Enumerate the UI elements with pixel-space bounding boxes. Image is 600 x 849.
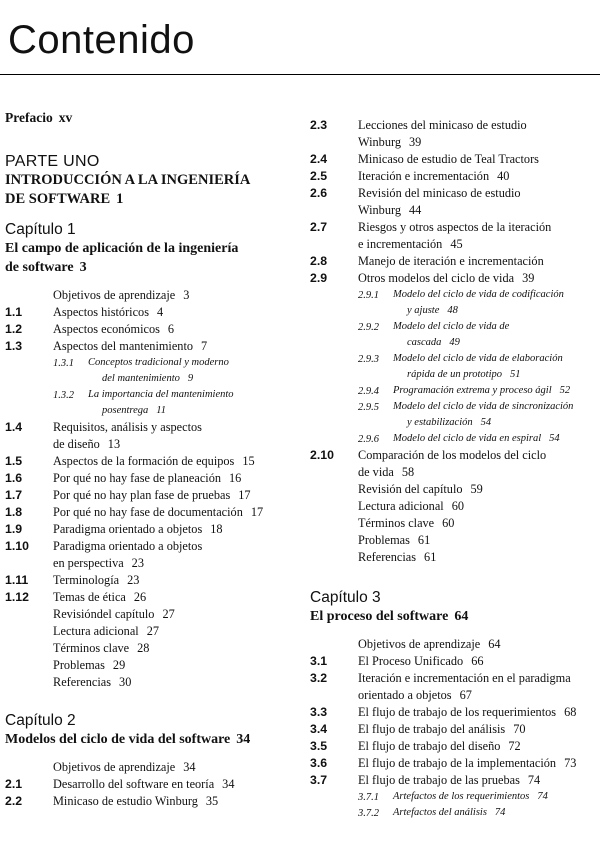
- toc-section-entry[interactable]: [5, 776, 295, 793]
- toc-section-entry[interactable]: [5, 453, 295, 470]
- section-title-line: Modelo del ciclo de vida de codificación: [393, 289, 564, 300]
- toc-subsection-entry[interactable]: [310, 789, 600, 805]
- section-page: 27: [146, 624, 159, 638]
- toc-section-entry[interactable]: [5, 304, 295, 321]
- section-title-line: La importancia del mantenimiento: [88, 389, 234, 400]
- toc-section-entry[interactable]: [310, 515, 600, 532]
- section-number: 3.7.1: [358, 792, 379, 803]
- toc-section-entry[interactable]: [310, 498, 600, 515]
- section-title-line: de diseño: [53, 437, 100, 451]
- section-title-line: El flujo de trabajo del análisis: [358, 722, 506, 736]
- section-number: 2.4: [310, 152, 328, 166]
- preface-label: Prefacio: [5, 110, 53, 125]
- section-title-line: El flujo de trabajo de la implementación: [358, 756, 557, 770]
- section-number: 3.7: [310, 773, 328, 787]
- section-title-line: Revisión del capítulo: [358, 482, 463, 496]
- chapter-1-title[interactable]: [5, 239, 295, 277]
- section-title-line: del mantenimiento: [102, 373, 180, 384]
- toc-section-entry[interactable]: [5, 589, 295, 606]
- section-page: 23: [127, 573, 140, 587]
- section-number: 1.7: [5, 488, 23, 502]
- section-page: 61: [424, 550, 437, 564]
- section-title-line: Comparación de los modelos del ciclo: [358, 448, 547, 462]
- section-number: 2.9.5: [358, 402, 379, 413]
- toc-section-entry[interactable]: [310, 117, 600, 151]
- section-number: 3.5: [310, 739, 328, 753]
- section-number: 2.9.4: [358, 386, 379, 397]
- toc-section-entry[interactable]: [310, 772, 600, 789]
- objectives-page: 34: [183, 760, 196, 774]
- section-number: 3.1: [310, 654, 328, 668]
- toc-section-entry[interactable]: [5, 640, 295, 657]
- section-title-line: El flujo de trabajo de las pruebas: [358, 773, 520, 787]
- section-page: 48: [447, 305, 458, 316]
- section-page: 30: [119, 675, 132, 689]
- chapter-1-sections: [5, 304, 295, 691]
- section-title-line: Lecciones del minicaso de estudio: [358, 118, 527, 132]
- section-number: 2.6: [310, 186, 328, 200]
- section-title-line: Artefactos de los requerimientos: [393, 791, 530, 802]
- objectives-text: Objetivos de aprendizaje: [53, 288, 176, 302]
- section-number: 1.4: [5, 420, 23, 434]
- section-number: 2.5: [310, 169, 328, 183]
- section-title-line: Iteración e incrementación: [358, 169, 490, 183]
- section-title-line: Manejo de iteración e incrementación: [358, 254, 544, 268]
- section-title-line: Aspectos económicos: [53, 322, 160, 336]
- toc-section-entry[interactable]: [5, 793, 295, 810]
- section-page: 13: [107, 437, 121, 451]
- toc-section-entry[interactable]: [310, 253, 600, 270]
- section-page: 28: [137, 641, 150, 655]
- section-title-line: Revisión del minicaso de estudio: [358, 186, 521, 200]
- section-title-line: Por qué no hay fase de planeación: [53, 471, 221, 485]
- section-title-line: Referencias: [358, 550, 417, 564]
- section-number: 1.8: [5, 505, 23, 519]
- section-page: 60: [442, 516, 455, 530]
- chapter-page: 3: [79, 260, 87, 275]
- section-page: 23: [131, 556, 144, 570]
- section-number: 3.3: [310, 705, 328, 719]
- section-page: 35: [205, 794, 219, 808]
- section-number: 1.10: [5, 539, 29, 553]
- section-title-line: Minicaso de estudio de Teal Tractors: [358, 152, 539, 166]
- section-number: 3.6: [310, 756, 328, 770]
- section-page: 6: [167, 322, 175, 336]
- section-page: 18: [210, 522, 223, 536]
- toc-section-entry[interactable]: [310, 185, 600, 219]
- section-page: 34: [222, 777, 235, 791]
- section-page: 54: [549, 433, 560, 444]
- section-title-line: Modelo del ciclo de vida de elaboración: [393, 353, 563, 364]
- section-number: 1.3: [5, 339, 23, 353]
- section-number: 2.8: [310, 254, 328, 268]
- section-number: 2.9.6: [358, 434, 379, 445]
- chapter-page: 64: [454, 609, 469, 624]
- chapter-title-line: El campo de aplicación de la ingeniería: [5, 241, 239, 256]
- objectives-entry[interactable]: [5, 287, 295, 304]
- section-title-line: El flujo de trabajo del diseño: [358, 739, 501, 753]
- toc-section-entry[interactable]: [5, 487, 295, 504]
- section-number: 1.11: [5, 573, 29, 587]
- section-page: 51: [510, 369, 521, 380]
- section-page: 59: [470, 482, 483, 496]
- section-title-line: Iteración e incrementación en el paradigma: [358, 671, 571, 685]
- toc-section-entry[interactable]: [310, 151, 600, 168]
- section-number: 1.12: [5, 590, 29, 604]
- section-title-line: Modelo del ciclo de vida de sincronización: [393, 401, 574, 412]
- section-page: 58: [401, 465, 415, 479]
- toc-subsection-entry[interactable]: [310, 319, 600, 351]
- section-title-line: Términos clave: [358, 516, 435, 530]
- section-title-line: Riesgos y otros aspectos de la iteración: [358, 220, 552, 234]
- section-page: 44: [409, 203, 422, 217]
- toc-subsection-entry[interactable]: [310, 805, 600, 821]
- section-page: 74: [527, 773, 541, 787]
- section-page: 52: [559, 385, 571, 396]
- section-title-line: Requisitos, análisis y aspectos: [53, 420, 202, 434]
- section-title-line: Lectura adicional: [53, 624, 139, 638]
- toc-section-entry[interactable]: [5, 521, 295, 538]
- toc-section-entry[interactable]: [310, 481, 600, 498]
- section-title-line: Winburg: [358, 203, 401, 217]
- toc-subsection-entry[interactable]: [5, 355, 295, 387]
- section-title-line: orientado a objetos: [358, 688, 452, 702]
- toc-subsection-entry[interactable]: [310, 431, 600, 447]
- section-page: 45: [450, 237, 463, 251]
- section-title-line: Conceptos tradicional y moderno: [88, 357, 229, 368]
- section-number: 1.6: [5, 471, 23, 485]
- toc-section-entry[interactable]: [5, 657, 295, 674]
- section-title-line: Otros modelos del ciclo de vida: [358, 271, 515, 285]
- toc-subsection-entry[interactable]: [310, 383, 600, 399]
- section-title-line: de vida: [358, 465, 394, 479]
- section-title-line: Modelo del ciclo de vida en espiral: [393, 433, 542, 444]
- section-title-line: e incrementación: [358, 237, 443, 251]
- toc-section-entry[interactable]: [310, 670, 600, 704]
- toc-subsection-entry[interactable]: [310, 351, 600, 383]
- toc-section-entry[interactable]: [5, 504, 295, 521]
- section-page: 27: [162, 607, 175, 621]
- section-page: 72: [508, 739, 521, 753]
- section-page: 66: [471, 654, 484, 668]
- toc-column-left: [5, 108, 295, 810]
- toc-section-entry[interactable]: [310, 653, 600, 670]
- section-page: 17: [238, 488, 251, 502]
- section-page: 68: [564, 705, 577, 719]
- section-title-line: Minicaso de estudio Winburg: [53, 794, 198, 808]
- toc-section-entry[interactable]: [310, 168, 600, 185]
- part-title-line: DE SOFTWARE: [5, 191, 111, 207]
- section-title-line: Por qué no hay plan fase de pruebas: [53, 488, 231, 502]
- toc-section-entry[interactable]: [310, 704, 600, 721]
- section-page: 29: [112, 658, 126, 672]
- part-label: PARTE UNO: [5, 153, 100, 170]
- section-page: 60: [451, 499, 464, 513]
- chapter-2-label: Capítulo 2: [5, 712, 76, 729]
- toc-section-entry[interactable]: [5, 338, 295, 355]
- section-title-line: Lectura adicional: [358, 499, 444, 513]
- part-page: 1: [116, 191, 124, 207]
- section-page: 26: [133, 590, 147, 604]
- toc-section-entry[interactable]: [5, 470, 295, 487]
- section-title-line: rápida de un prototipo: [407, 369, 502, 380]
- section-number: 1.3.2: [53, 390, 74, 401]
- section-number: 3.7.2: [358, 808, 379, 819]
- section-title-line: Aspectos de la formación de equipos: [53, 454, 235, 468]
- section-title-line: Paradigma orientado a objetos: [53, 522, 203, 536]
- preface-entry[interactable]: [5, 108, 295, 128]
- chapter-title-line: de software: [5, 260, 74, 275]
- section-page: 15: [242, 454, 255, 468]
- section-page: 39: [522, 271, 535, 285]
- section-number: 2.2: [5, 794, 23, 808]
- section-number: 2.1: [5, 777, 23, 791]
- section-title-line: El Proceso Unificado: [358, 654, 464, 668]
- chapter-title-line: Modelos del ciclo de vida del software: [5, 732, 231, 747]
- section-number: 1.5: [5, 454, 23, 468]
- toc-section-entry[interactable]: [310, 270, 600, 287]
- section-page: 54: [480, 417, 492, 428]
- section-title-line: Paradigma orientado a objetos: [53, 539, 203, 553]
- preface-page: xv: [58, 110, 73, 125]
- section-page: 11: [156, 405, 167, 416]
- chapter-3-label: Capítulo 3: [310, 589, 381, 606]
- section-title-line: posentrega: [102, 405, 149, 416]
- title-rule: [0, 74, 600, 75]
- toc-section-entry[interactable]: [5, 606, 295, 623]
- section-title-line: en perspectiva: [53, 556, 124, 570]
- section-page: 7: [201, 339, 208, 353]
- chapter-3-sections: [310, 653, 600, 821]
- section-page: 17: [250, 505, 264, 519]
- chapter-1-label: Capítulo 1: [5, 221, 76, 238]
- page-title: Contenido: [8, 18, 195, 62]
- section-number: 2.9: [310, 271, 328, 285]
- toc-section-entry[interactable]: [5, 538, 295, 572]
- objectives-page: 3: [183, 288, 190, 302]
- objectives-text: Objetivos de aprendizaje: [53, 760, 176, 774]
- section-number: 2.9.1: [358, 290, 379, 301]
- toc-section-entry[interactable]: [5, 674, 295, 691]
- section-number: 2.9.2: [358, 322, 379, 333]
- objectives-text: Objetivos de aprendizaje: [358, 637, 481, 651]
- chapter-title-line: El proceso del software: [310, 609, 449, 624]
- section-number: 2.9.3: [358, 354, 379, 365]
- chapter-page: 34: [236, 732, 251, 747]
- toc-section-entry[interactable]: [5, 572, 295, 589]
- section-title-line: Términos clave: [53, 641, 130, 655]
- section-page: 70: [513, 722, 526, 736]
- section-title-line: El flujo de trabajo de los requerimientos: [358, 705, 557, 719]
- section-title-line: y estabilización: [407, 417, 473, 428]
- section-title-line: Revisióndel capítulo: [53, 607, 155, 621]
- section-page: 67: [459, 688, 472, 702]
- section-title-line: Aspectos del mantenimiento: [53, 339, 194, 353]
- toc-section-entry[interactable]: [5, 623, 295, 640]
- objectives-entry[interactable]: [5, 759, 295, 776]
- section-title-line: Por qué no hay fase de documentación: [53, 505, 243, 519]
- section-title-line: Aspectos históricos: [53, 305, 149, 319]
- toc-section-entry[interactable]: [310, 738, 600, 755]
- section-page: 73: [564, 756, 577, 770]
- section-number: 2.10: [310, 448, 334, 462]
- section-title-line: Referencias: [53, 675, 112, 689]
- section-number: 3.4: [310, 722, 328, 736]
- section-page: 74: [494, 807, 506, 818]
- section-title-line: Programación extrema y proceso ágil: [393, 385, 552, 396]
- toc-section-entry[interactable]: [310, 721, 600, 738]
- section-number: 1.1: [5, 305, 23, 319]
- toc-section-entry[interactable]: [310, 755, 600, 772]
- toc-section-entry[interactable]: [5, 419, 295, 453]
- section-title-line: cascada: [407, 337, 442, 348]
- section-number: 3.2: [310, 671, 328, 685]
- section-title-line: Terminología: [53, 573, 120, 587]
- toc-section-entry[interactable]: [310, 532, 600, 549]
- chapter-2-continued-sections: [310, 117, 600, 566]
- section-title-line: Winburg: [358, 135, 401, 149]
- section-page: 16: [229, 471, 242, 485]
- section-title-line: Artefactos del análisis: [393, 807, 487, 818]
- section-number: 2.7: [310, 220, 328, 234]
- toc-subsection-entry[interactable]: [310, 399, 600, 431]
- toc-subsection-entry[interactable]: [310, 287, 600, 319]
- toc-section-entry[interactable]: [310, 447, 600, 481]
- toc-column-right: [310, 117, 600, 821]
- toc-section-entry[interactable]: [5, 321, 295, 338]
- section-page: 74: [537, 791, 548, 802]
- section-page: 9: [187, 373, 194, 384]
- section-title-line: Modelo del ciclo de vida de: [393, 321, 510, 332]
- section-title-line: Desarrollo del software en teoría: [53, 777, 215, 791]
- toc-section-entry[interactable]: [310, 549, 600, 566]
- section-number: 1.9: [5, 522, 23, 536]
- section-number: 1.3.1: [53, 358, 74, 369]
- toc-subsection-entry[interactable]: [5, 387, 295, 419]
- section-number: 2.3: [310, 118, 328, 132]
- objectives-page: 64: [488, 637, 501, 651]
- section-number: 1.2: [5, 322, 23, 336]
- section-page: 61: [417, 533, 431, 547]
- toc-section-entry[interactable]: [310, 219, 600, 253]
- part-title[interactable]: [5, 171, 295, 209]
- objectives-entry[interactable]: [310, 636, 600, 653]
- section-title-line: y ajuste: [407, 305, 440, 316]
- section-title-line: Problemas: [53, 658, 105, 672]
- chapter-3-title[interactable]: [310, 607, 600, 626]
- section-page: 4: [156, 305, 164, 319]
- part-title-line: INTRODUCCIÓN A LA INGENIERÍA: [5, 172, 251, 188]
- section-page: 49: [449, 337, 460, 348]
- section-page: 40: [497, 169, 510, 183]
- section-page: 39: [409, 135, 422, 149]
- section-title-line: Problemas: [358, 533, 410, 547]
- section-title-line: Temas de ética: [53, 590, 126, 604]
- chapter-2-title[interactable]: [5, 730, 295, 749]
- chapter-2-sections: [5, 776, 295, 810]
